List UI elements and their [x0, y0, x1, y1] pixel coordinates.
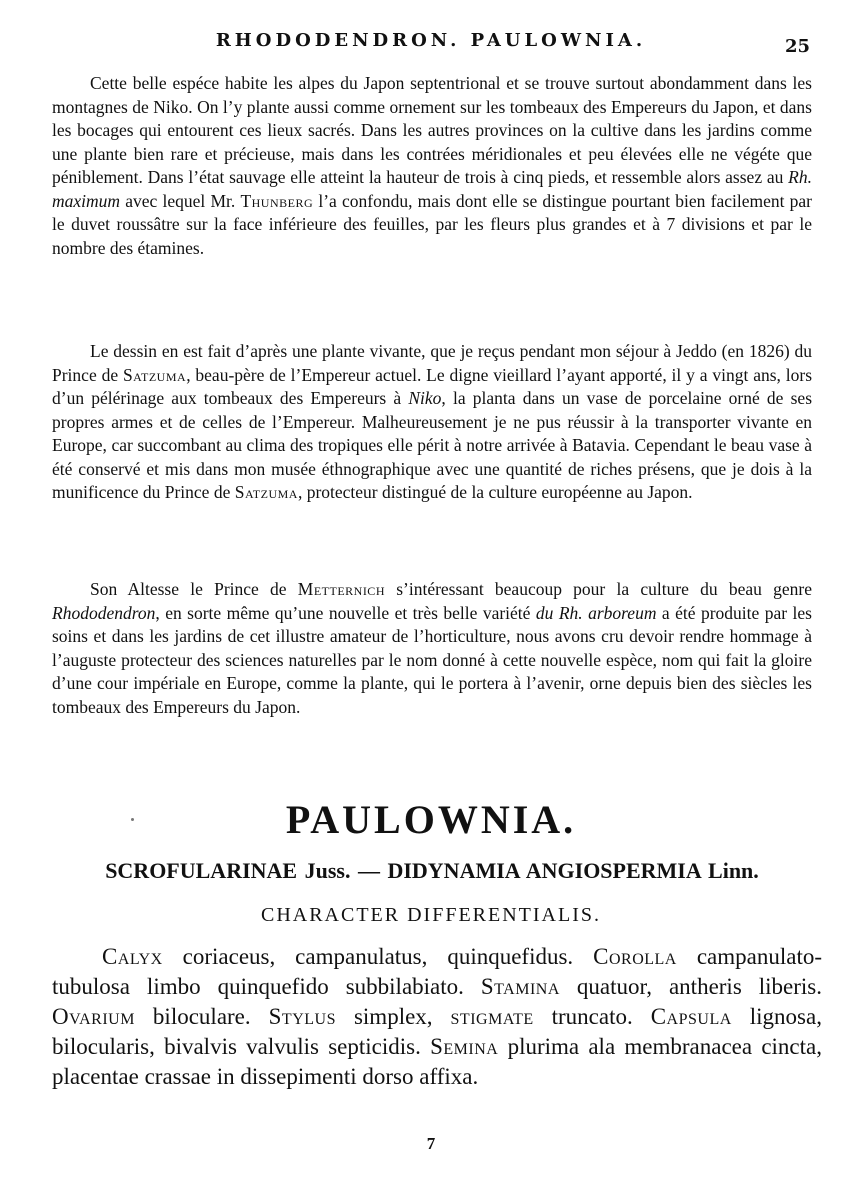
paragraph-dedication: [52, 578, 812, 719]
character-run: quatuor, antheris liberis.: [559, 974, 822, 999]
paragraph2-run: Satzuma: [234, 482, 298, 502]
character-run: Calyx: [102, 944, 163, 969]
paragraph3-run: du Rh. arboreum: [535, 602, 657, 623]
character-run: stigmate: [450, 1004, 534, 1029]
paragraph3-run: , en sorte même qu’une nouvelle et très belle variété: [155, 602, 536, 623]
paragraph-habitat: [52, 72, 812, 260]
character-run: Ovarium: [52, 1004, 135, 1029]
section-heading: CHARACTER DIFFERENTIALIS.: [260, 904, 601, 926]
running-head: RHODODENDRON. PAULOWNIA.: [215, 30, 647, 51]
paragraph2-run: , protecteur distingué de la culture européenne au Japon.: [297, 482, 693, 502]
family-classification: SCROFULARINAE Juss. — DIDYNAMIA ANGIOSPERMIA Linn.: [105, 858, 759, 883]
character-run: Corolla: [593, 944, 677, 969]
character-run: simplex,: [335, 1004, 451, 1029]
paragraph3-run: a été produite par les soins et dans les jardins de cet illustre amateur de l’horticulture, nous avons cru devoir rendre hommage à l’auguste protecteur des sciences naturelles par le nom donné à cette nouvelle espèce, nom qui fait la gloire d’une cour impériale en Europe, comme la plante, qui le portera à l’avenir, orne depuis bien des siècles les tombeaux des Empereurs du Japon.: [52, 602, 812, 717]
character-run: Semina: [430, 1034, 499, 1059]
paragraph2-run: , beau-père de l’Empereur actuel. Le digne vieillard l’ayant apporté, il y a vingt ans, lors d’un pélérinage aux tombeaux des Empereurs à: [52, 364, 813, 408]
character-run: truncato.: [533, 1004, 651, 1029]
paragraph-drawing-origin-text: [52, 340, 812, 505]
paragraph1-run: Rh. maximum: [52, 167, 812, 211]
paragraph3-run: Son Altesse le Prince de: [90, 579, 298, 599]
paragraph2-run: Satzuma: [122, 364, 187, 385]
paragraph2-run: Niko: [408, 388, 442, 408]
genus-title: PAULOWNIA.: [285, 797, 577, 842]
signature-mark: 7: [426, 1134, 436, 1153]
paragraph-habitat-text: [52, 72, 812, 260]
paragraph3-run: Metternich: [297, 579, 385, 599]
page-number: 25: [784, 36, 810, 57]
character-run: coriaceus, campanulatus, quinquefidus.: [162, 944, 594, 969]
paragraph1-run: Thunberg: [240, 190, 314, 211]
character-run: plurima ala membranacea cincta, placentae crassae in dissepimenti dorso affixa.: [52, 1034, 822, 1089]
paragraph3-run: Rhododendron: [52, 602, 156, 623]
paragraph1-run: l’a confondu, mais dont elle se distingue pourtant bien facilement par le duvet roussâtre sur la face inférieure des feuilles, par les fleurs plus grandes et à 7 divisions et par le nombre des étamines.: [52, 190, 813, 258]
character-run: Capsula: [650, 1004, 732, 1029]
character-run: lignosa, bilocularis, bivalvis valvulis septicidis.: [52, 1004, 822, 1059]
paragraph2-run: , la planta dans un vase de porcelaine orné de ses propres armes et de celles de l’Empereur. Malheureusement je ne pus réussir à la transporter vivante en Europe, car succombant au clima des tropiques elle périt à notre arrivée à Batavia. Cependant le beau vase à été conservé et mis dans mon musée éthnographique avec une quantité de riches présens, que je dois à la munificence du Prince de: [52, 388, 813, 502]
paragraph1-run: Cette belle espéce habite les alpes du Japon septentrional et se trouve surtout abondamment dans les montagnes de Niko. On l’y plante aussi comme ornement sur les tombeaux des Empereurs du Japon, et dans les bocages qui entourent ces lieux sacrés. Dans les autres provinces on la cultive dans les jardins comme une plante bien rare et précieuse, mais dans les contrées méridionales et peu élevées elle ne végéte que péniblement. Dans l’état sauvage elle atteint la hauteur de trois à cinq pieds, et ressemble alors assez au: [52, 73, 812, 187]
paragraph3-run: s’intéressant beaucoup pour la culture du beau genre: [384, 579, 812, 599]
character-run: Stamina: [480, 974, 560, 999]
character-differentialis-text: [52, 942, 822, 1092]
character-run: campanulato-tubulosa limbo quinquefido subbilabiato.: [52, 944, 822, 999]
paragraph-dedication-text: [52, 578, 812, 719]
character-run: Stylus: [268, 1004, 336, 1029]
paragraph1-run: avec lequel Mr.: [120, 190, 241, 211]
character-run: biloculare.: [134, 1004, 269, 1029]
paragraph-drawing-origin: [52, 340, 812, 505]
paragraph2-run: Le dessin en est fait d’après une plante vivante, que je reçus pendant mon séjour à Jeddo (en 1826) du Prince de: [52, 341, 812, 385]
